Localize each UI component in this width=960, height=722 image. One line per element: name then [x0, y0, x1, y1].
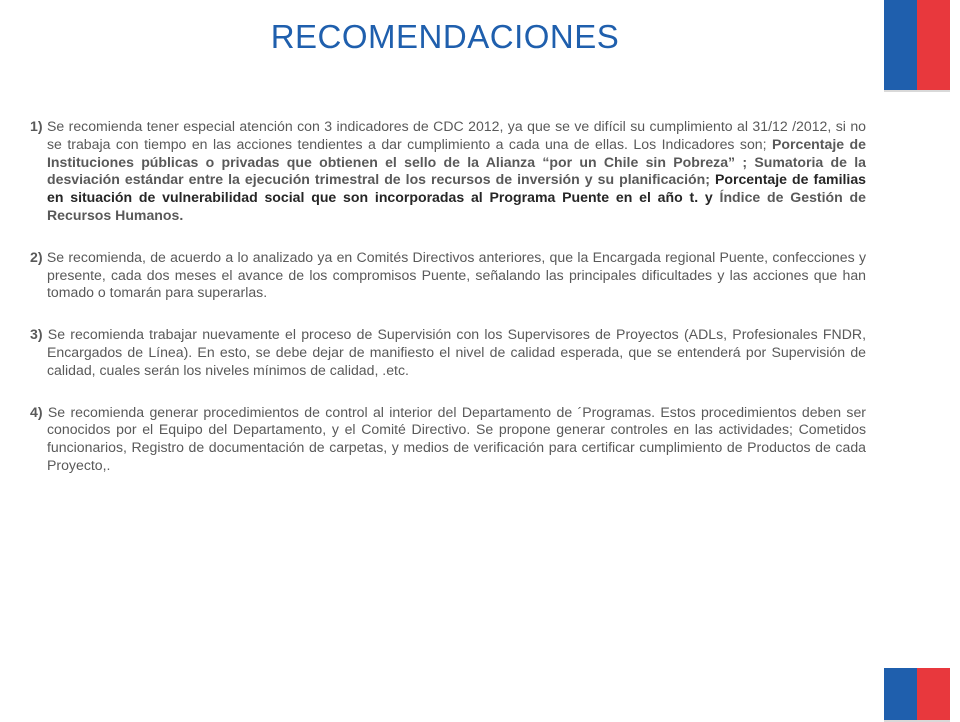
flag-red-stripe	[917, 0, 950, 90]
recommendation-2	[30, 249, 866, 302]
recommendations-list	[30, 118, 866, 499]
flag-blue-stripe	[884, 668, 917, 720]
recommendation-number: 1)	[30, 118, 43, 134]
recommendation-number: 3)	[30, 326, 43, 343]
recommendation-3	[30, 326, 866, 379]
recommendation-1	[30, 118, 866, 225]
flag-decoration-top	[884, 0, 950, 90]
indicator-list-bold: Porcentaje de Instituciones públicas o privadas que obtienen el sello de la Alianza “por un Chile sin Pobreza” ; Sumatoria de la desviación estándar entre la ejecución trimestral de los recursos de inversión y su planificación;	[47, 135, 866, 188]
recommendation-text: Se recomienda generar procedimientos de control al interior del Departamento de ´Programas. Estos procedimientos deben ser conocidos por el Equipo del Departamento, y el Comité Directivo. Se propone generar controles en las actividades; Cometidos funcionarios, Registro de documentación de carpetas, y medios de verificación para certificar cumplimiento de Productos de cada Proyecto,.	[42, 403, 866, 473]
recommendation-text: Se recomienda trabajar nuevamente el proceso de Supervisión con los Supervisores de Proyectos (ADLs, Profesionales FNDR, Encargados de Línea). En esto, se debe dejar de manifiesto el nivel de calidad esperada, que se entenderá por Supervisión de calidad, cuales serán los niveles mínimos de calidad, .etc.	[42, 326, 866, 378]
recommendation-number: 2)	[30, 248, 43, 265]
indicator-familias: Porcentaje de familias en situación de vulnerabilidad social que son incorporadas al Programa Puente en el año t. y	[47, 171, 866, 206]
flag-red-stripe	[917, 668, 950, 720]
slide-title: RECOMENDACIONES	[270, 18, 620, 55]
recommendation-number: 4)	[30, 403, 43, 420]
recommendation-4	[30, 404, 866, 475]
flag-decoration-bottom	[884, 668, 950, 720]
recommendation-text: Se recomienda tener especial atención con 3 indicadores de CDC 2012, ya que se ve difícil su cumplimiento al 31/12 /2012, si no se trabaja con tiempo en las acciones tendientes a dar cumplimiento a cada una de ellas. Los Indicadores son;	[42, 118, 866, 152]
indicator-recursos-humanos: Índice de Gestión de Recursos Humanos.	[47, 189, 866, 223]
recommendation-text: Se recomienda, de acuerdo a lo analizado ya en Comités Directivos anteriores, que la Encargada regional Puente, confecciones y presente, cada dos meses el avance de los compromisos Puente, señalando las principales dificultades y las acciones que han tomado o tomarán para superarlas.	[42, 248, 866, 301]
